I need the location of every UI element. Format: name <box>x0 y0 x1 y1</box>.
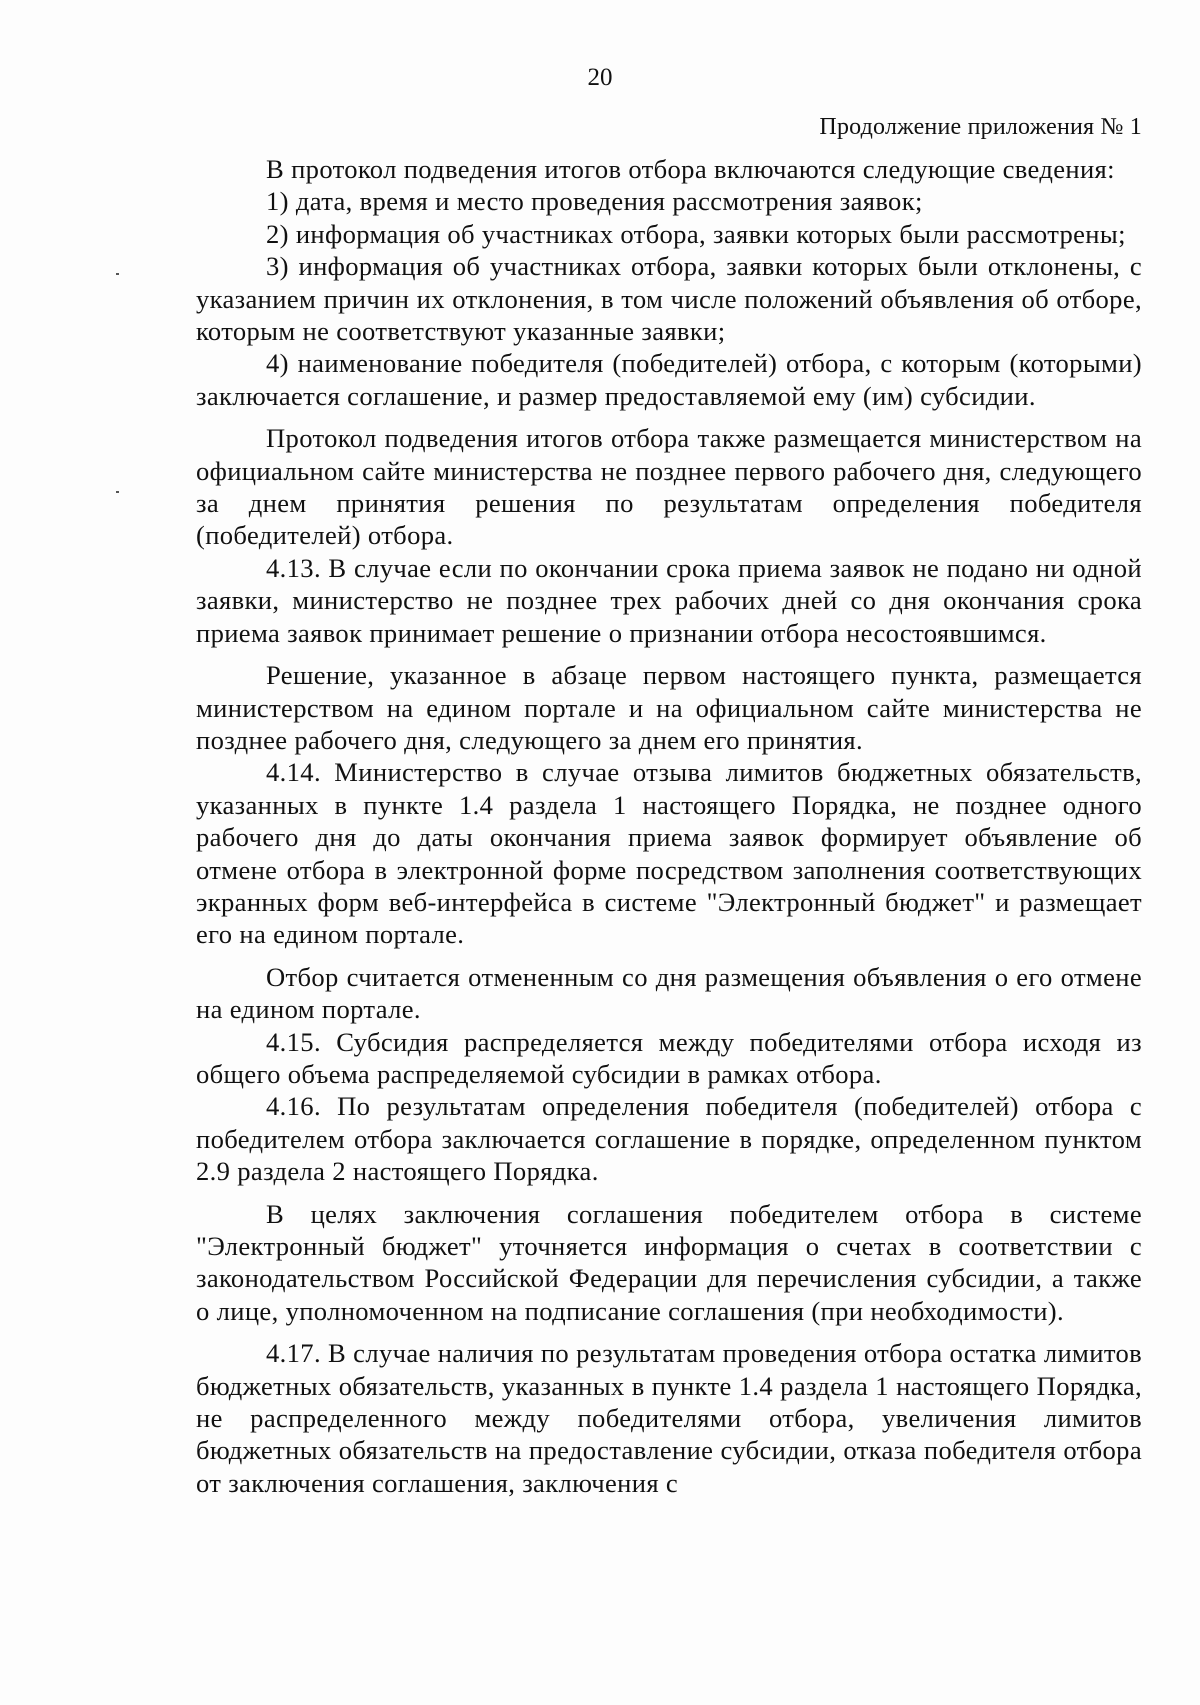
paragraph: 4) наименование победителя (победителей) отбора, с которым (которыми) заключается соглашение, и размер предоставляемой ему (им) субсидии. <box>196 348 1142 411</box>
margin-dot <box>116 273 119 275</box>
paragraph: Отбор считается отмененным со дня размещения объявления о его отмене на едином портале. <box>196 961 1142 1025</box>
body-text <box>196 153 1142 1499</box>
paragraph: 3) информация об участниках отбора, заявки которых были отклонены, с указанием причин их отклонения, в том числе положений объявления об отборе, которым не соответствуют указанные заявки; <box>196 251 1142 347</box>
paragraph: 4.14. Министерство в случае отзыва лимитов бюджетных обязательств, указанных в пункте 1.4 раздела 1 настоящего Порядка, не позднее одного рабочего дня до даты окончания приема заявок формирует объявление об отмене отбора в электронной форме посредством заполнения соответствующих экранных форм веб-интерфейса в системе "Электронный бюджет" и размещает его на едином портале. <box>196 757 1142 950</box>
paragraph: 4.16. По результатам определения победителя (победителей) отбора с победителем отбора заключается соглашение в порядке, определенном пунктом 2.9 раздела 2 настоящего Порядка. <box>196 1091 1142 1187</box>
margin-dot <box>116 491 119 493</box>
appendix-note: Продолжение приложения № 1 <box>819 114 1142 140</box>
paragraph: 4.17. В случае наличия по результатам проведения отбора остатка лимитов бюджетных обязательств, указанных в пункте 1.4 раздела 1 настоящего Порядка, не распределенного между победителями отбора, увеличения лимитов бюджетных обязательств на предоставление субсидии, отказа победителя отбора от заключения соглашения, заключения с <box>196 1338 1142 1498</box>
paragraph: Протокол подведения итогов отбора также размещается министерством на официальном сайте министерства не позднее первого рабочего дня, следующего за днем принятия решения по результатам определения победителя (победителей) отбора. <box>196 423 1142 551</box>
paragraph: В протокол подведения итогов отбора включаются следующие сведения: <box>266 154 1115 184</box>
paragraph: В целях заключения соглашения победителем отбора в системе "Электронный бюджет" уточняется информация о счетах в соответствии с законодательством Российской Федерации для перечисления субсидии, а также о лице, уполномоченном на подписание соглашения (при необходимости). <box>196 1198 1142 1326</box>
paragraph: 1) дата, время и место проведения рассмотрения заявок; <box>266 186 923 217</box>
paragraph: 4.13. В случае если по окончании срока приема заявок не подано ни одной заявки, министерство не позднее трех рабочих дней со дня окончания срока приема заявок принимает решение о признании отбора несостоявшимся. <box>196 552 1142 648</box>
paragraph: Решение, указанное в абзаце первом настоящего пункта, размещается министерством на едином портале и на официальном сайте министерства не позднее рабочего дня, следующего за днем его принятия. <box>196 660 1142 755</box>
paragraph: 4.15. Субсидия распределяется между победителями отбора исходя из общего объема распределяемой субсидии в рамках отбора. <box>196 1026 1142 1089</box>
page-number: 20 <box>587 64 613 91</box>
paragraph: 2) информация об участниках отбора, заявки которых были рассмотрены; <box>266 218 1126 249</box>
